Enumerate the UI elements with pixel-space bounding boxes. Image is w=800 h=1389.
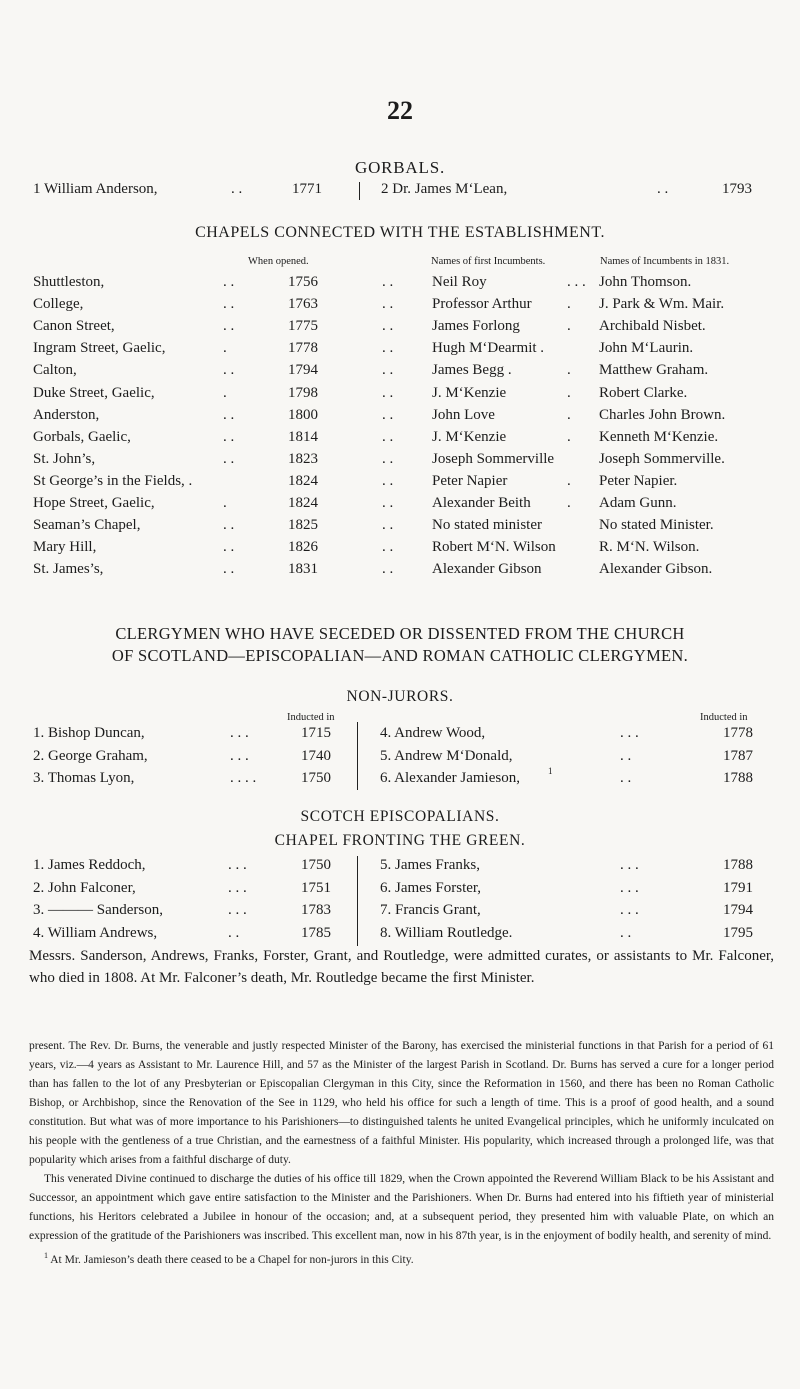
nonjuror-year: 1740 xyxy=(301,747,331,764)
chapel-first-incumbent: Neil Roy xyxy=(432,274,487,290)
gorbals-right-dots: . . xyxy=(657,181,669,197)
chapel-name: Mary Hill, xyxy=(33,539,97,556)
episcopalian-year: 1791 xyxy=(723,879,753,896)
chapel-first-incumbent: James Forlong xyxy=(432,318,520,335)
chapel-dots: . . xyxy=(382,495,394,511)
chapel-name: Duke Street, Gaelic, xyxy=(33,384,155,401)
chapel-first-incumbent: Robert M‘N. Wilson xyxy=(432,539,556,556)
chapel-dots: . . . xyxy=(567,274,586,290)
chapel-year: 1800 xyxy=(288,406,318,423)
chapel-current-incumbent: Matthew Graham. xyxy=(599,362,709,379)
chapel-dots: . . xyxy=(382,450,394,467)
nonjuror-year: 1787 xyxy=(723,747,753,764)
footnote-mark: 1 xyxy=(44,1251,48,1260)
chapel-year: 1775 xyxy=(288,318,318,335)
chapel-year: 1763 xyxy=(288,296,318,313)
chapel-name: Anderston, xyxy=(33,406,100,423)
footnote-paragraph-1: present. The Rev. Dr. Burns, the venerable and justly respected Minister of the Barony, has exercised the ministerial functions in that Parish for a period of 61 years, viz.—4 years as Assistant to Mr. Laurence Hill, and 57 as the Minister of the largest Parish in Scotland. Dr. Burns has served a cure for a longer period than has fallen to the lot of any Presbyterian or Episcopalian Clergyman in this City, since the Reformation in 1560, and there has been no Roman Catholic Bishop, or Archbishop, since the Renovation of the See in 1129, who held his office for such a length of time. This is a proof of good health, and a sound constitution. But what was of more importance to his Parishioners—to distinguished talents he united Evangelical principles, which he uniformly inculcated on his people with the gentleness of a true Christian, and the earnestness of a faithful Minister. His popularity, which increased through a prolonged life, was that popularity which arises from a faithful discharge of duty. xyxy=(29,1040,774,1166)
header-incumbents-1831: Names of Incumbents in 1831. xyxy=(600,256,730,267)
chapel-dots: . . xyxy=(382,318,394,335)
episcopalian-dots: . . . xyxy=(228,902,247,918)
header-first-incumbents: Names of first Incumbents. xyxy=(431,256,546,267)
chapel-name: St. John’s, xyxy=(33,450,96,467)
chapel-dots: . . xyxy=(223,406,235,423)
chapel-dots: . . xyxy=(382,406,394,423)
chapel-current-incumbent: J. Park & Wm. Mair. xyxy=(599,296,725,313)
chapel-dots: . . xyxy=(382,561,394,578)
nonjuror-name: 4. Andrew Wood, xyxy=(380,725,486,741)
chapel-dots: . . xyxy=(223,539,235,556)
chapel-first-incumbent: John Love xyxy=(432,406,495,423)
episcopalian-year: 1785 xyxy=(301,924,331,941)
gorbals-left-dots: . . xyxy=(231,181,243,197)
chapel-name: Ingram Street, Gaelic, xyxy=(33,340,166,357)
episcopalian-dots: . . . xyxy=(228,857,247,873)
nonjurors-title: NON-JURORS. xyxy=(346,688,454,705)
chapel-dots: . . xyxy=(223,561,235,578)
nonjuror-name: 5. Andrew M‘Donald, xyxy=(380,747,513,764)
gorbals-left-name: 1 William Anderson, xyxy=(33,181,158,197)
chapel-name: Hope Street, Gaelic, xyxy=(33,495,155,511)
chapel-current-incumbent: Peter Napier. xyxy=(599,472,678,489)
chapel-first-incumbent: Peter Napier xyxy=(432,472,508,489)
nonjuror-name: 6. Alexander Jamieson, xyxy=(380,770,520,786)
gorbals-right-name: 2 Dr. James M‘Lean, xyxy=(381,181,508,197)
chapel-year: 1814 xyxy=(288,428,318,445)
footnotes xyxy=(29,1037,774,1270)
chapel-first-incumbent: Hugh M‘Dearmit . xyxy=(432,340,545,357)
chapel-dots: . . xyxy=(382,539,394,556)
nonjuror-year: 1778 xyxy=(723,725,753,741)
nonjuror-footnote-mark: 1 xyxy=(548,766,553,776)
episcopalians-title: SCOTCH EPISCOPALIANS. xyxy=(300,808,500,825)
episcopalian-name: 8. William Routledge. xyxy=(380,924,513,941)
gorbals-title: GORBALS. xyxy=(355,158,445,177)
header-when-opened: When opened. xyxy=(248,256,309,267)
chapel-name: Gorbals, Gaelic, xyxy=(33,428,131,445)
chapel-current-incumbent: Kenneth M‘Kenzie. xyxy=(599,428,719,445)
nonjuror-year: 1788 xyxy=(723,770,753,786)
chapel-dots: . . xyxy=(382,472,394,489)
chapel-current-incumbent: John M‘Laurin. xyxy=(599,340,694,357)
gorbals-right-year: 1793 xyxy=(722,181,752,197)
chapel-current-incumbent: R. M‘N. Wilson. xyxy=(599,539,700,556)
chapel-dots: . xyxy=(567,472,571,489)
episcopalian-dots: . . . xyxy=(620,879,639,896)
episcopalian-dots: . . . xyxy=(228,879,247,896)
episcopalian-year: 1788 xyxy=(723,857,753,873)
episcopalian-name: 3. ——— Sanderson, xyxy=(33,902,163,918)
chapel-dots: . xyxy=(223,495,227,511)
chapel-year: 1756 xyxy=(288,274,318,290)
episcopalian-year: 1751 xyxy=(301,879,331,896)
chapel-current-incumbent: Adam Gunn. xyxy=(599,495,677,511)
chapel-current-incumbent: Robert Clarke. xyxy=(599,384,688,401)
chapel-name: Seaman’s Chapel, xyxy=(33,517,141,534)
nonjuror-name: 1. Bishop Duncan, xyxy=(33,725,145,741)
nonjuror-dots: . . . xyxy=(620,725,639,741)
chapel-dots: . . xyxy=(382,384,394,401)
chapel-current-incumbent: Alexander Gibson. xyxy=(599,561,713,578)
page-number: 22 xyxy=(387,96,413,125)
episcopalians-subtitle: CHAPEL FRONTING THE GREEN. xyxy=(274,832,526,849)
episcopalian-year: 1750 xyxy=(301,857,331,873)
chapel-year: 1823 xyxy=(288,450,318,467)
chapel-year: 1831 xyxy=(288,561,318,578)
episcopalian-dots: . . . xyxy=(620,857,639,873)
chapel-dots: . xyxy=(567,406,571,423)
chapel-dots: . xyxy=(567,428,571,445)
chapel-year: 1826 xyxy=(288,539,318,556)
chapel-first-incumbent: James Begg . xyxy=(432,362,512,379)
episcopalian-name: 1. James Reddoch, xyxy=(33,857,146,873)
episcopalian-name: 6. James Forster, xyxy=(380,879,482,896)
chapel-dots: . xyxy=(567,384,571,401)
episcopalian-name: 2. John Falconer, xyxy=(33,879,136,896)
episcopalian-dots: . . . xyxy=(620,902,639,918)
chapel-current-incumbent: Joseph Sommerville. xyxy=(599,450,725,467)
nonjuror-name: 2. George Graham, xyxy=(33,747,148,764)
chapel-dots: . . xyxy=(223,517,235,534)
chapel-dots: . . xyxy=(223,450,235,467)
footnote-text: At Mr. Jamieson’s death there ceased to be a Chapel for non-jurors in this City. xyxy=(50,1253,414,1266)
episcopalian-year: 1794 xyxy=(723,902,753,918)
chapel-first-incumbent: Joseph Sommerville xyxy=(432,450,555,467)
chapel-dots: . . xyxy=(223,274,235,290)
episcopalian-name: 4. William Andrews, xyxy=(33,924,158,941)
episcopalian-name: 7. Francis Grant, xyxy=(380,902,481,918)
episcopalians-divider xyxy=(357,856,358,946)
nonjuror-year: 1750 xyxy=(301,770,331,786)
chapel-current-incumbent: Archibald Nisbet. xyxy=(599,318,706,335)
chapel-dots: . xyxy=(223,340,227,357)
chapel-year: 1798 xyxy=(288,384,318,401)
chapel-dots: . xyxy=(567,296,571,313)
episcopalian-year: 1795 xyxy=(723,924,753,941)
chapel-dots: . xyxy=(567,318,571,335)
chapels-title: CHAPELS CONNECTED WITH THE ESTABLISHMENT. xyxy=(195,224,605,241)
chapel-first-incumbent: J. M‘Kenzie xyxy=(432,428,507,445)
chapel-year: 1824 xyxy=(288,495,318,511)
nonjuror-dots: . . . xyxy=(230,747,249,764)
chapel-first-incumbent: Alexander Gibson xyxy=(432,561,542,578)
chapel-dots: . . xyxy=(223,428,235,445)
chapel-first-incumbent: Alexander Beith xyxy=(432,495,531,511)
chapel-name: Calton, xyxy=(33,362,77,379)
seceded-title-line1: CLERGYMEN WHO HAVE SECEDED OR DISSENTED FROM THE CHURCH xyxy=(115,624,685,643)
chapel-first-incumbent: J. M‘Kenzie xyxy=(432,384,507,401)
nonjuror-name: 3. Thomas Lyon, xyxy=(33,770,135,786)
chapel-first-incumbent: Professor Arthur xyxy=(432,296,532,313)
nonjurors-inducted-right: Inducted in xyxy=(700,712,748,723)
chapel-current-incumbent: Charles John Brown. xyxy=(599,406,726,423)
chapel-dots: . xyxy=(567,362,571,379)
chapel-dots: . . xyxy=(382,296,394,313)
nonjuror-dots: . . xyxy=(620,747,632,764)
nonjuror-year: 1715 xyxy=(301,725,331,741)
chapel-dots: . . xyxy=(223,296,235,313)
episcopalian-dots: . . xyxy=(228,924,240,941)
chapel-first-incumbent: No stated minister xyxy=(432,517,542,534)
chapel-name: Canon Street, xyxy=(33,318,115,335)
nonjuror-dots: . . . xyxy=(230,725,249,741)
chapel-current-incumbent: John Thomson. xyxy=(599,274,692,290)
chapel-year: 1825 xyxy=(288,517,318,534)
chapel-current-incumbent: No stated Minister. xyxy=(599,517,714,534)
chapel-dots: . xyxy=(223,384,227,401)
chapel-year: 1824 xyxy=(288,472,318,489)
chapel-year: 1794 xyxy=(288,362,318,379)
nonjuror-dots: . . . . xyxy=(230,770,257,786)
chapel-dots: . . xyxy=(223,318,235,335)
chapel-dots: . . xyxy=(382,517,394,534)
chapel-dots: . . xyxy=(382,362,394,379)
chapel-name: College, xyxy=(33,296,84,313)
chapel-dots: . . xyxy=(382,428,394,445)
nonjurors-inducted-left: Inducted in xyxy=(287,712,335,723)
episcopalians-note: Messrs. Sanderson, Andrews, Franks, Forster, Grant, and Routledge, were admitted curates, or assistants to Mr. Falconer, who died in 1808. At Mr. Falconer’s death, Mr. Routledge became the first Minister. xyxy=(29,948,774,986)
episcopalian-year: 1783 xyxy=(301,902,331,918)
chapel-name: St. James’s, xyxy=(33,561,104,578)
chapel-name: Shuttleston, xyxy=(33,274,105,290)
seceded-title-line2: OF SCOTLAND—EPISCOPALIAN—AND ROMAN CATHOLIC CLERGYMEN. xyxy=(111,646,689,665)
episcopalian-dots: . . xyxy=(620,924,632,941)
episcopalian-name: 5. James Franks, xyxy=(380,857,480,873)
footnote-paragraph-3 xyxy=(29,1246,774,1270)
chapel-dots: . . xyxy=(382,274,394,290)
gorbals-left-year: 1771 xyxy=(292,181,322,197)
chapel-name: St George’s in the Fields, . xyxy=(33,472,193,489)
gorbals-divider xyxy=(359,182,360,200)
chapel-year: 1778 xyxy=(288,340,318,357)
chapel-dots: . xyxy=(567,495,571,511)
chapel-dots: . . xyxy=(223,362,235,379)
nonjuror-dots: . . xyxy=(620,770,632,786)
nonjurors-divider xyxy=(357,722,358,790)
chapel-dots: . . xyxy=(382,340,394,357)
footnote-paragraph-2: This venerated Divine continued to discharge the duties of his office till 1829, when the Crown appointed the Reverend William Black to be his Assistant and Successor, an appointment which gave entire satisfaction to the Minister and the Parishioners. When Dr. Burns had entered into his fiftieth year of ministerial functions, his Heritors celebrated a Jubilee in honour of the occasion; and, at a subsequent period, they presented him with valuable Plate, on which an expression of the gratitude of the Parishioners was inscribed. This excellent man, now in his 87th year, is in the enjoyment of bodily health, and serenity of mind. xyxy=(29,1173,774,1242)
